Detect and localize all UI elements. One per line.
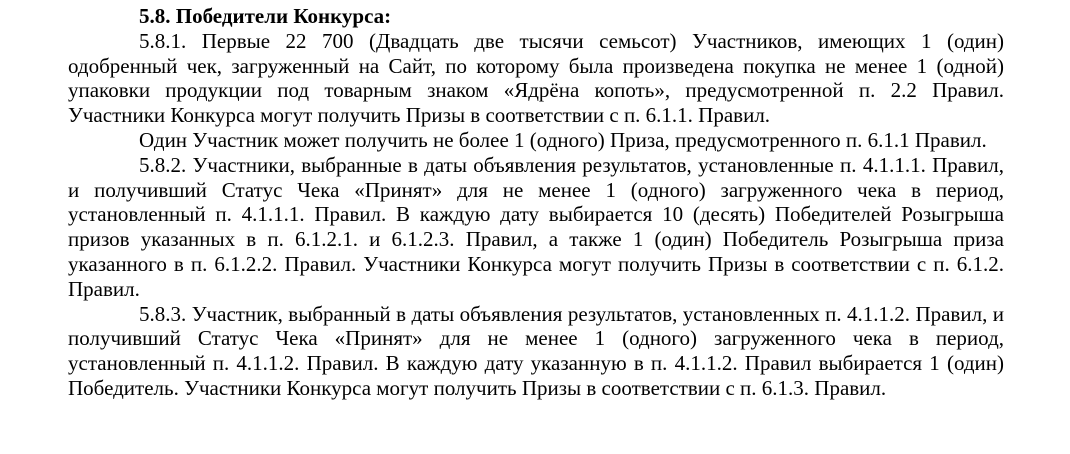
paragraph-5-8-2: 5.8.2. Участники, выбранные в даты объявления результатов, установленные п. 4.1.1.1. Правил, и получивший Статус Чека «Принят» для не менее 1 (одного) загруженного чека в период, установленный п. 4.1.1.1. Правил. В каждую дату выбирается 10 (десять) Победителей Розыгрыша призов указанных в п. 6.1.2.1. и 6.1.2.3. Правил, а также 1 (один) Победитель Розыгрыша приза указанного в п. 6.1.2.2. Правил. Участники Конкурса могут получить Призы в соответствии с п. 6.1.2. Правил. [68, 152, 1004, 301]
section-heading: 5.8. Победители Конкурса: [139, 4, 392, 28]
paragraph-5-8-3: 5.8.3. Участник, выбранный в даты объявления результатов, установленных п. 4.1.1.2. Правил, и получивший Статус Чека «Принят» для не менее 1 (одного) загруженного чека в период, установленный п. 4.1.1.2. Правил. В каждую дату указанную в п. 4.1.1.2. Правил выбирается 1 (один) Победитель. Участники Конкурса могут получить Призы в соответствии с п. 6.1.3. Правил. [68, 301, 1004, 400]
paragraph-5-8-1: 5.8.1. Первые 22 700 (Двадцать две тысячи семьсот) Участников, имеющих 1 (один) одобренный чек, загруженный на Сайт, по которому была произведена покупка не менее 1 (одной) упаковки продукции под товарным знаком «Ядрёна копоть», предусмотренной п. 2.2 Правил. Участники Конкурса могут получить Призы в соответствии с п. 6.1.1. Правил. [68, 28, 1004, 128]
paragraph-one-prize-limit: Один Участник может получить не более 1 (одного) Приза, предусмотренного п. 6.1.1 Правил. [139, 127, 987, 152]
document-page [68, 4, 1004, 401]
